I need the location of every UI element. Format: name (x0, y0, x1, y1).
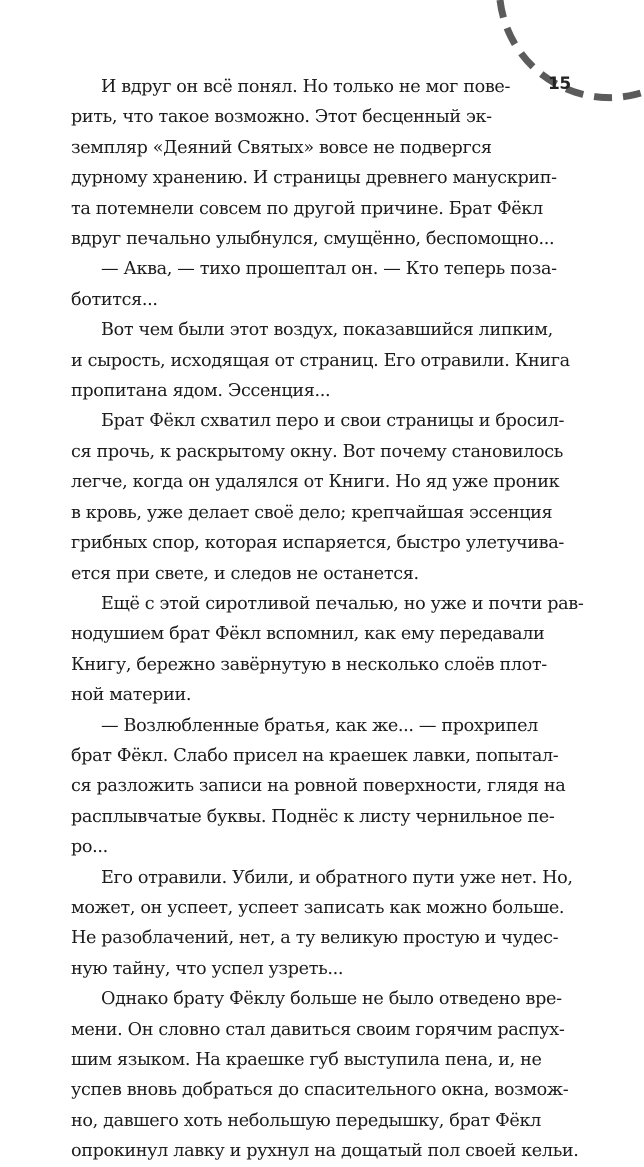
paragraph-text: — Возлюбленные братья, как же... — прохрипел брат Фёкл. Слабо присел на краешек лавки, попытал- ся разложить записи на ровной поверхности, глядя на расплывчатые буквы. Поднёс к листу чернильное пе- ро... (71, 715, 566, 858)
paragraph-text: Его отравили. Убили, и обратного пути уже нет. Но, может, он успеет, успеет записать как можно больше. Не разоблачений, нет, а ту великую простую и чудес- ную тайну, что успел узреть... (71, 867, 573, 979)
paragraph (71, 589, 629, 711)
paragraph-text: Брат Фёкл схватил перо и свои страницы и бросил- ся прочь, к раскрытому окну. Вот почему становилось легче, когда он удалялся от Книги. Но яд уже проник в кровь, уже делает своё дело; крепчайшая эссенция грибных спор, которая испаряется, быстро улетучива- ется при свете, и следов не останется. (71, 411, 565, 584)
paragraph-text: И вдруг он всё понял. Но только не мог пове- рить, что такое возможно. Этот бесценный эк- земпляр «Деяний Святых» вовсе не подвергся дурному хранению. И страницы древнего манускрип- та потемнели совсем по другой причине. Брат Фёкл вдруг печально улыбнулся, смущённо, беспомощно... (71, 77, 557, 250)
paragraph-text: — Аква, — тихо прошептал он. — Кто теперь поза- ботится... (71, 259, 557, 310)
paragraph (71, 984, 629, 1166)
paragraph-text: Ещё с этой сиротливой печалью, но уже и почти рав- нодушием брат Фёкл вспомнил, как ему передавали Книгу, бережно завёрнутую в несколько слоёв плот- ной материи. (71, 593, 584, 706)
paragraph (71, 711, 629, 863)
paragraph-text: Вот чем были этот воздух, показавшийся липким, и сырость, исходящая от страниц. Его отравили. Книга пропитана ядом. Эссенция... (71, 320, 570, 402)
paragraph (71, 72, 629, 254)
paragraph (71, 863, 629, 985)
paragraph-text: Однако брату Фёклу больше не было отведено вре- мени. Он словно стал давиться своим горячим распух- шим языком. На краешке губ выступила пена, и, не успев вновь добраться до спасительного окна, возмож- но, давшего хоть небольшую передышку, брат Фёкл опрокинул лавку и рухнул на дощатый пол своей кельи. (71, 989, 579, 1162)
paragraph (71, 254, 629, 315)
text-body (71, 72, 629, 1167)
page-number: 15 (548, 74, 571, 94)
paragraph (71, 315, 629, 406)
paragraph (71, 406, 629, 588)
